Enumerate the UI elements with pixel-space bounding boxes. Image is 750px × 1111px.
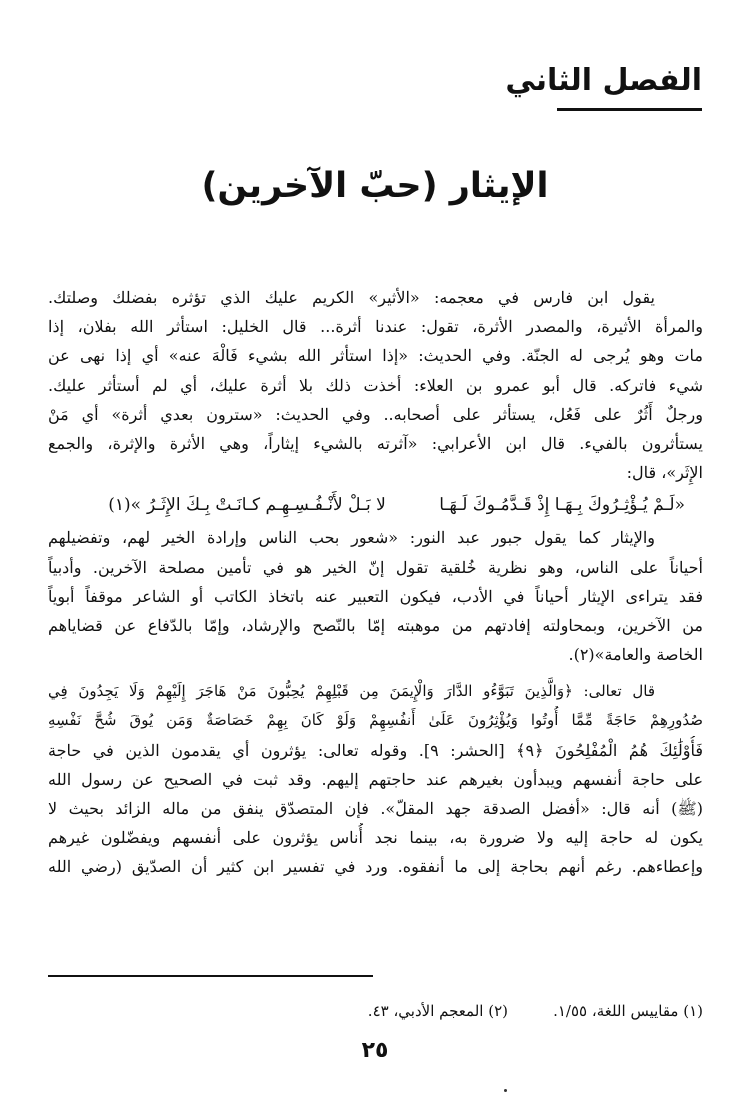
paragraph-2-line: أحياناً على الناس، وهو نظرية خُلقية تقول إنّ الخير هو في تأمين مصلحة الآخرين. وأدبياً: [48, 557, 703, 577]
paragraph-2-line: الخاصة والعامة»(٢).: [568, 645, 703, 665]
paragraph-1-line: شيء فاتركه. قال أبو عمرو بن العلاء: أخذت ذلك بلا أثرة عليك، أي لم أستأثر عليك.: [48, 375, 703, 395]
footnote-separator: [48, 975, 373, 977]
chapter-heading-underline: [557, 108, 702, 111]
poetry-verse: [48, 487, 703, 523]
paragraph-3-line: يكون له حاجة إليه ولا ضرورة به، بينما نجد أُناس يؤثرون على أنفسهم ويفضّلون غيرهم: [48, 828, 703, 848]
verse-first-hemistich: لَـمْ يُـؤْثِـرُوكَ بِـهَـا إِذْ قَـدَّمُـوكَ لَـهَـا: [439, 495, 675, 516]
paragraph-3-line: على حاجة أنفسهم ويبدأون بغيرهم عند حاجتهم إليهم. وقد ثبت في الصحيح عن رسول الله: [48, 769, 703, 789]
print-speck: [504, 1089, 507, 1092]
paragraph-1-line: الإِثَر»، قال:: [626, 463, 703, 483]
verse-open-quote: «: [674, 495, 685, 516]
paragraph-1-line: يقول ابن فارس في معجمه: «الأثير» الكريم عليك الذي تؤثره بفضلك وصلتك.: [48, 288, 655, 307]
paragraph-3-line: (ﷺ) أنه قال: «أفضل الصدقة جهد المقلّ». فإن المتصدّق ينفق من ماله الزائد بحيث لا: [48, 799, 703, 818]
page-number: ٢٥: [361, 1038, 389, 1063]
verse-footnote-ref: »(١): [108, 495, 142, 516]
footnote-1: (١) مقاييس اللغة، ١/٥٥.: [553, 1002, 703, 1020]
footnote-2: (٢) المعجم الأدبي، ٤٣.: [367, 1002, 508, 1020]
paragraph-2-line: والإيثار كما يقول جبور عبد النور: «شعور بحب الناس وإرادة الخير لهم، وتفضيلهم: [48, 528, 655, 548]
paragraph-1-line: مات وهو يُرجى له الجنّة. وفي الحديث: «إذا استأثر الله بشيء فَالْهَ عنه» أي إذا نهى عن: [48, 346, 703, 366]
paragraph-3-line: فَأُوْلَٰئِكَ هُمُ الْمُفْلِحُونَ ﴿٩﴾ [الحشر: ٩]. وقوله تعالى: يؤثرون أي يقدمون الذين في حاجة: [48, 740, 703, 760]
paragraph-2-line: فقد يتراءى الإيثار أحياناً في الأدب، فيكون التعبير عنه باتخاذ الكاتب أو الشاعر موقفاً أبوياً: [48, 586, 703, 606]
paragraph-1-line: والمرأة الأثيرة، والمصدر الأثرة، تقول: عندنا أثرة... قال الخليل: استأثر الله بفلان، إذا: [48, 317, 703, 337]
quran-verse-line: قال تعالى: ﴿وَالَّذِينَ تَبَوَّءُو الدَّارَ وَالْإِيمَنَ مِن قَبْلِهِمْ يُحِبُّونَ مَنْ هَاجَرَ إِلَيْهِمْ وَلَا يَجِدُونَ فِي: [48, 682, 655, 701]
section-title: الإيثار (حبّ الآخرين): [201, 166, 549, 206]
chapter-heading: الفصل الثاني: [505, 63, 702, 98]
verse-second-hemistich: لا بَـلْ لأَنْـفُـسِـهِـم كـانَـتْ بِـكَ الإِثَـرُ: [147, 495, 386, 516]
paragraph-1-line: يستأثرون بالفيء. قال ابن الأعرابي: «آثرته بالشيء إيثاراً، وهي الأثرة والإثرة، والجمع: [48, 433, 703, 453]
quran-verse-line: صُدُورِهِمْ حَاجَةً مِّمَّا أُوتُوا وَيُؤْثِرُونَ عَلَىٰ أَنفُسِهِمْ وَلَوْ كَانَ بِهِمْ خَصَاصَةٌ وَمَن يُوقَ شُحَّ نَفْسِهِ: [48, 711, 703, 730]
body-text: [48, 283, 703, 882]
paragraph-2-line: من الآخرين، وبمحاولته إفادتهم من موهبته إمّا بالنّصح والإرشاد، وإمّا بالدّفاع عن قضاياهم: [48, 615, 703, 635]
paragraph-3-line: وإعطاءهم. رغم أنهم بحاجة إلى ما أنفقوه. ورد في تفسير ابن كثير أن الصدّيق (رضي الله: [48, 857, 703, 877]
paragraph-1-line: ورجلٌ أَثُرٌ على فَعُل، يستأثر على أصحابه.. وفي الحديث: «سترون بعدي أثرة» أي مَنْ: [48, 404, 703, 424]
